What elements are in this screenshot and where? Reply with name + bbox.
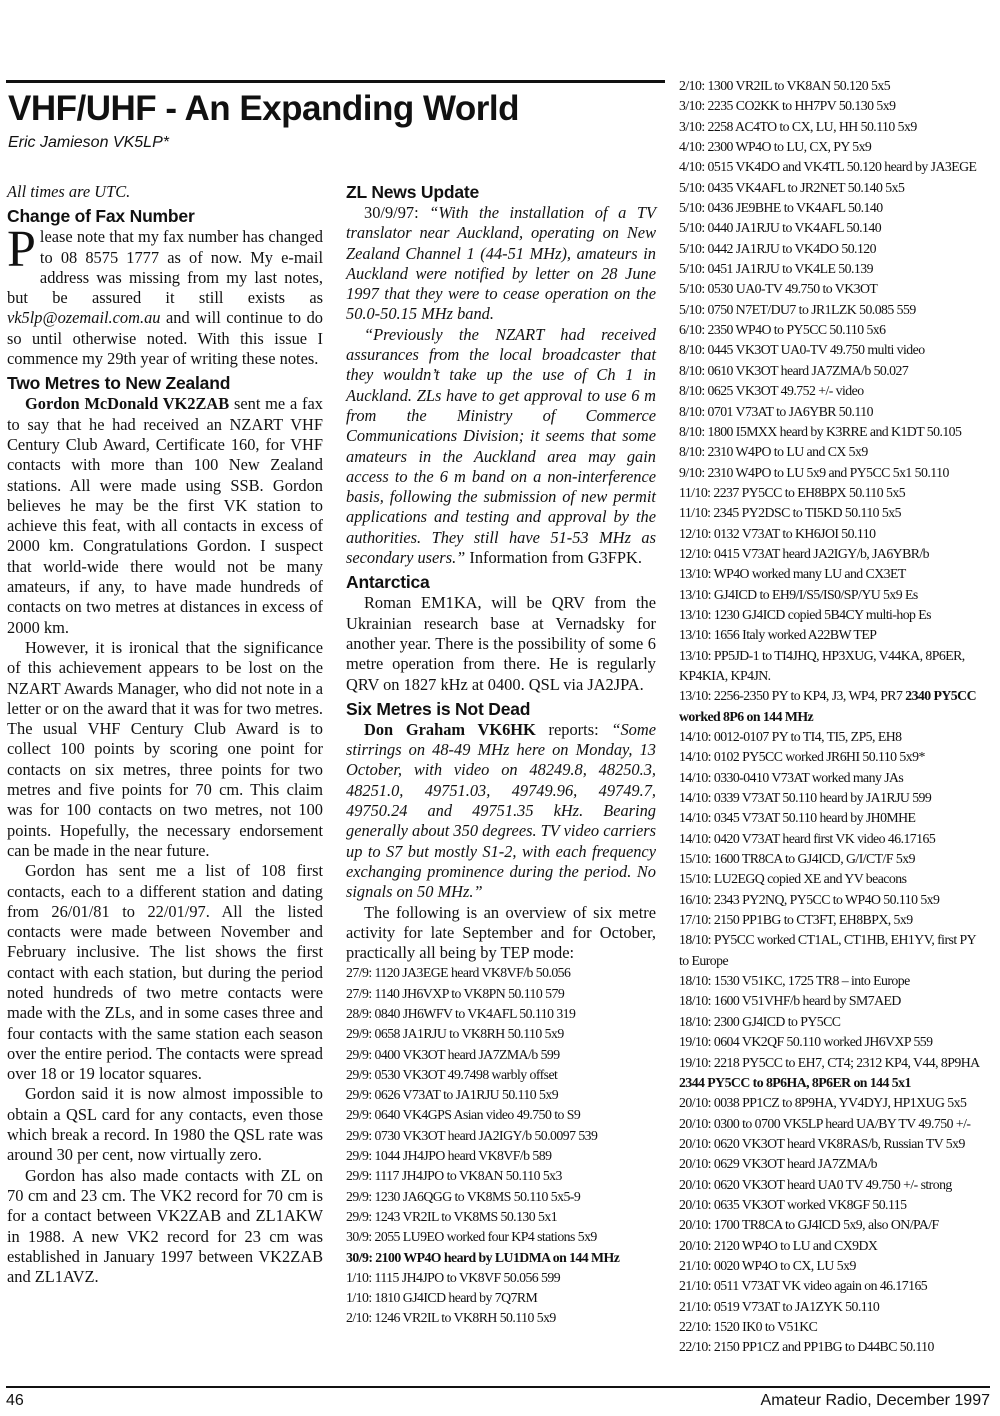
six-paragraph-2: The following is an overview of six metre activity for late September and for October, practically all being by TEP mode: <box>346 902 656 963</box>
log-entry: 13/10: WP4O worked many LU and CX3ET <box>679 566 906 582</box>
log-entry: 8/10: 0625 VK3OT 49.752 +/- video <box>679 383 864 399</box>
times-note: All times are UTC. <box>7 182 131 201</box>
heading-two-metres: Two Metres to New Zealand <box>7 373 231 394</box>
log-entry: 29/9: 0640 VK4GPS Asian video 49.750 to S9 <box>346 1107 581 1123</box>
log-entry: 20/10: 0300 to 0700 VK5LP heard UA/BY TV 49.750 +/- <box>679 1115 971 1131</box>
log-entry: 11/10: 2237 PY5CC to EH8BPX 50.110 5x5 <box>679 484 906 500</box>
log-entry: 2/10: 1300 VR2IL to VK8AN 50.120 5x5 <box>679 78 891 93</box>
activity-log-col2 <box>346 963 656 1328</box>
fax-paragraph: Please note that my fax number has changed to 08 8575 1777 as of now. My e-mail address was missing from my last notes, but be assured it still exists as vk5lp@ozemail.com.au and will continue to do so until otherwise noted. With this issue I commence my 29th year of writing these notes. <box>7 221 323 369</box>
log-entry: 27/9: 1140 JH6VXP to VK8PN 50.110 579 <box>346 985 565 1001</box>
dropcap-letter: P <box>7 221 36 279</box>
log-entry: 13/10: 1656 Italy worked A22BW TEP <box>679 627 877 643</box>
log-entry: 29/9: 0400 VK3OT heard JA7ZMA/b 599 <box>346 1046 560 1062</box>
log-entry: 22/10: 2150 PP1CZ and PP1BG to D44BC 50.110 <box>679 1339 934 1355</box>
column-1 <box>7 182 323 1287</box>
log-entry: 1/10: 1115 JH4JPO to VK8VF 50.056 599 <box>346 1269 561 1285</box>
log-entry: 5/10: 0440 JA1RJU to VK4AFL 50.140 <box>679 220 882 236</box>
log-entry: 6/10: 2350 WP4O to PY5CC 50.110 5x6 <box>679 322 886 338</box>
log-entry: 13/10: 2256-2350 PY to KP4, J3, WP4, PR7 2340 PY5CC <box>679 688 976 704</box>
log-entry: 5/10: 0750 N7ET/DU7 to JR1LZK 50.085 559 <box>679 301 916 317</box>
log-entry: 20/10: 0620 VK3OT heard VK8RAS/b, Russian TV 5x9 <box>679 1135 965 1151</box>
nz-paragraph-3: Gordon has sent me a list of 108 first contacts, each to a different station and dating from 26/01/81 to 22/01/97. All the listed contacts were made between November and February inclusive. The list shows the first contact with each station, but during the period noted hundreds of two metre contacts were made with the ZLs, and in some cases three and four contacts with the same station each season over the entire period. The contacts were spread over 18 or 19 locator squares. <box>7 861 323 1084</box>
log-entry: 4/10: 2300 WP4O to LU, CX, PY 5x9 <box>679 139 872 155</box>
log-entry: 15/10: 1600 TR8CA to GJ4ICD, G/I/CT/F 5x9 <box>679 851 915 867</box>
log-entry: 13/10: PP5JD-1 to TI4JHQ, HP3XUG, V44KA, 8P6ER, <box>679 647 965 663</box>
log-entry: 14/10: 0420 V73AT heard first VK video 46.17165 <box>679 830 936 846</box>
log-entry: 13/10: 1230 GJ4ICD copied 5B4CY multi-hop Es <box>679 606 931 622</box>
log-entry: 30/9: 2055 LU9EO worked four KP4 stations 5x9 <box>346 1229 597 1245</box>
log-entry: 9/10: 2310 W4PO to LU 5x9 and PY5CC 5x1 50.110 <box>679 464 949 480</box>
log-entry: 1/10: 1810 GJ4ICD heard by 7Q7RM <box>346 1290 538 1306</box>
log-entry: 17/10: 2150 PP1BG to CT3FT, EH8BPX, 5x9 <box>679 912 913 928</box>
log-entry: 19/10: 2218 PY5CC to EH7, CT4; 2312 KP4, V44, 8P9HA <box>679 1054 980 1070</box>
nz-paragraph-2: However, it is ironical that the significance of this achievement appears to be lost on the NZART Awards Manager, who did not note in a letter or on the award that it was for two metres. The usual VHF Century Club Award is to collect 100 points by scoring one point for contacts on six metres, three points for two metres and five points for 70 cm. This claim was for 100 contacts on two metres, not 100 points. Hopefully, the necessary endorsement can be made in the near future. <box>7 637 323 860</box>
log-entry: 2344 PY5CC to 8P6HA, 8P6ER on 144 5x1 <box>679 1074 911 1090</box>
log-entry: to Europe <box>679 952 729 968</box>
log-entry: 20/10: 0038 PP1CZ to 8P9HA, YV4DYJ, HP1XUG 5x5 <box>679 1095 967 1111</box>
log-entry: 29/9: 0658 JA1RJU to VK8RH 50.110 5x9 <box>346 1026 564 1042</box>
log-entry: KP4KIA, KP4JN. <box>679 667 771 683</box>
zl-paragraph-1: 30/9/97: “With the installation of a TV translator near Auckland, operating on New Zealand Channel 1 (44-51 MHz), amateurs in Auckland were notified by letter on 28 June 1997 that they were to cease operation on the 50.0-50.15 MHz band. <box>346 203 656 324</box>
log-entry: 18/10: 2300 GJ4ICD to PY5CC <box>679 1013 841 1029</box>
log-entry: 14/10: 0330-0410 V73AT worked many JAs <box>679 769 904 785</box>
nz-paragraph-5: Gordon has also made contacts with ZL on 70 cm and 23 cm. The VK2 record for 70 cm is for a contact between VK2ZAB and ZL1AKW in 1988. A new VK2 record for 23 cm was established in January 1997 between VK2ZAB and ZL1AVZ. <box>7 1165 323 1287</box>
log-entry: 29/9: 0530 VK3OT 49.7498 warbly offset <box>346 1066 558 1082</box>
log-entry: 12/10: 0415 V73AT heard JA2IGY/b, JA6YBR/b <box>679 545 930 561</box>
zl-paragraph-2: “Previously the NZART had received assurances from the local broadcaster that they wouldn’t take up the use of Ch 1 in Auckland. ZLs have to get approval to use 6 m from the Ministry of Commerce Communications Division; it seems that some amateurs in the Auckland area may gain access to the 6 m band on a non-interference basis, following the submission of new permit applications and testing and approval by the authorities. They still have 51-53 MHz as secondary users.” Information from G3FPK. <box>346 324 656 568</box>
log-entry: 29/9: 1243 VR2IL to VK8MS 50.130 5x1 <box>346 1208 558 1224</box>
heading-six-metres: Six Metres is Not Dead <box>346 698 531 719</box>
log-entry: 21/10: 0519 V73AT to JA1ZYK 50.110 <box>679 1298 880 1314</box>
log-entry: 5/10: 0436 JE9BHE to VK4AFL 50.140 <box>679 200 883 216</box>
bottom-rule <box>6 1386 990 1388</box>
log-entry: 12/10: 0132 V73AT to KH6JOI 50.110 <box>679 525 876 541</box>
author-byline: Eric Jamieson VK5LP* <box>8 134 169 151</box>
log-entry: 5/10: 0451 JA1RJU to VK4LE 50.139 <box>679 261 873 277</box>
heading-antarctica: Antarctica <box>346 572 430 593</box>
email-address: vk5lp@ozemail.com.au <box>7 308 161 328</box>
log-entry: 5/10: 0530 UA0-TV 49.750 to VK3OT <box>679 281 878 297</box>
top-rule <box>6 80 665 83</box>
log-entry: 8/10: 2310 W4PO to LU and CX 5x9 <box>679 444 868 460</box>
article-title: VHF/UHF - An Expanding World <box>8 89 519 128</box>
log-entry: 20/10: 0629 VK3OT heard JA7ZMA/b <box>679 1156 878 1172</box>
log-entry: 13/10: GJ4ICD to EH9/I/S5/IS0/SP/YU 5x9 Es <box>679 586 918 602</box>
log-entry: 15/10: LU2EGQ copied XE and YV beacons <box>679 871 907 887</box>
page-number: 46 <box>6 1392 24 1409</box>
log-entry: 16/10: 2343 PY2NQ, PY5CC to WP4O 50.110 5x9 <box>679 891 940 907</box>
log-entry: worked 8P6 on 144 MHz <box>679 708 814 724</box>
log-entry: 27/9: 1120 JA3EGE heard VK8VF/b 50.056 <box>346 965 571 981</box>
log-entry: 11/10: 2345 PY2DSC to TI5KD 50.110 5x5 <box>679 505 901 521</box>
heading-zl-news: ZL News Update <box>346 182 480 202</box>
column-2 <box>346 182 656 1329</box>
log-entry: 8/10: 1800 I5MXX heard by K3RRE and K1DT 50.105 <box>679 423 962 439</box>
log-entry: 29/9: 1117 JH4JPO to VK8AN 50.110 5x3 <box>346 1168 562 1184</box>
log-entry: 8/10: 0701 V73AT to JA6YBR 50.110 <box>679 403 873 419</box>
nz-paragraph-4: Gordon said it is now almost impossible to obtain a QSL card for any contacts, even those which break a record. In 1980 the QSL rate was around 30 per cent, now virtually zero. <box>7 1084 323 1165</box>
activity-log-col3 <box>679 76 991 1358</box>
heading-fax: Change of Fax Number <box>7 206 195 227</box>
log-entry: 29/9: 0730 VK3OT heard JA2IGY/b 50.0097 539 <box>346 1127 598 1143</box>
log-entry: 8/10: 0610 VK3OT heard JA7ZMA/b 50.027 <box>679 362 909 378</box>
log-entry: 5/10: 0442 JA1RJU to VK4DO 50.120 <box>679 240 876 256</box>
log-entry: 29/9: 1230 JA6QGG to VK8MS 50.110 5x5-9 <box>346 1188 581 1204</box>
log-entry: 14/10: 0102 PY5CC worked JR6HI 50.110 5x9* <box>679 749 925 765</box>
antarctica-paragraph: Roman EM1KA, will be QRV from the Ukrainian research base at Vernadsky for another year. There is the possibility of some 6 metre operation from there. He is regularly QRV on 1827 kHz at 0400. QSL via JA2JPA. <box>346 593 656 694</box>
log-entry: 20/10: 1700 TR8CA to GJ4ICD 5x9, also ON/PA/F <box>679 1217 939 1233</box>
log-entry: 18/10: 1530 V51KC, 1725 TR8 – into Europe <box>679 973 910 989</box>
nz-paragraph-1: Gordon McDonald VK2ZAB sent me a fax to say that he had received an NZART VHF Century Club Award, Certificate 160, for VHF contacts with more than 100 New Zealand stations. All were made using SSB. Gordon believes he may be the first VK station to achieve this feat, with all contacts in excess of 2000 km. Congratulations Gordon. I suspect that world-wide there would not be many amateurs, if any, to have made hundreds of contacts on two metres at distances in excess of 2000 km. <box>7 394 323 637</box>
log-entry: 21/10: 0511 V73AT VK video again on 46.17165 <box>679 1278 928 1294</box>
log-entry: 14/10: 0339 V73AT 50.110 heard by JA1RJU 599 <box>679 790 932 806</box>
log-entry: 3/10: 2235 CO2KK to HH7PV 50.130 5x9 <box>679 98 896 114</box>
log-entry: 19/10: 0604 VK2QF 50.110 worked JH6VXP 559 <box>679 1034 933 1050</box>
log-entry: 29/9: 0626 V73AT to JA1RJU 50.110 5x9 <box>346 1087 559 1103</box>
log-entry: 20/10: 2120 WP4O to LU and CX9DX <box>679 1237 878 1253</box>
log-entry: 20/10: 0620 VK3OT heard UA0 TV 49.750 +/- strong <box>679 1176 952 1192</box>
log-entry: 3/10: 2258 AC4TO to CX, LU, HH 50.110 5x9 <box>679 118 917 134</box>
log-entry: 14/10: 0012-0107 PY to TI4, TI5, ZP5, EH8 <box>679 729 902 744</box>
log-entry: 30/9: 2100 WP4O heard by LU1DMA on 144 MHz <box>346 1249 620 1265</box>
log-entry: 8/10: 0445 VK3OT UA0-TV 49.750 multi video <box>679 342 925 358</box>
log-entry: 18/10: PY5CC worked CT1AL, CT1HB, EH1YV, first PY <box>679 932 977 948</box>
log-entry: 28/9: 0840 JH6WFV to VK4AFL 50.110 319 <box>346 1005 576 1021</box>
six-paragraph-1: Don Graham VK6HK reports: “Some stirrings on 48-49 MHz here on Monday, 13 October, with video on 48249.8, 48250.3, 48251.0, 49751.03, 49749.96, 49749.7, 49750.24 and 49751.35 kHz. Bearing generally about 350 degrees. TV video carriers up to S7 but mostly S1-2, with each frequency exchanging prominence during the period. No signals on 50 MHz.” <box>346 719 657 902</box>
log-entry: 2/10: 1246 VR2IL to VK8RH 50.110 5x9 <box>346 1310 556 1326</box>
log-entry: 21/10: 0020 WP4O to CX, LU 5x9 <box>679 1257 856 1273</box>
log-entry: 22/10: 1520 IK0 to V51KC <box>679 1318 818 1334</box>
log-entry: 18/10: 1600 V51VHF/b heard by SM7AED <box>679 993 901 1009</box>
log-entry: 4/10: 0515 VK4DO and VK4TL 50.120 heard by JA3EGE <box>679 159 977 175</box>
log-entry: 29/9: 1044 JH4JPO heard VK8VF/b 589 <box>346 1148 552 1164</box>
log-entry: 14/10: 0345 V73AT 50.110 heard by JH0MHE <box>679 810 916 826</box>
publication-footer: Amateur Radio, December 1997 <box>760 1392 990 1409</box>
log-entry: 5/10: 0435 VK4AFL to JR2NET 50.140 5x5 <box>679 179 905 195</box>
log-entry: 20/10: 0635 VK3OT worked VK8GF 50.115 <box>679 1196 907 1212</box>
